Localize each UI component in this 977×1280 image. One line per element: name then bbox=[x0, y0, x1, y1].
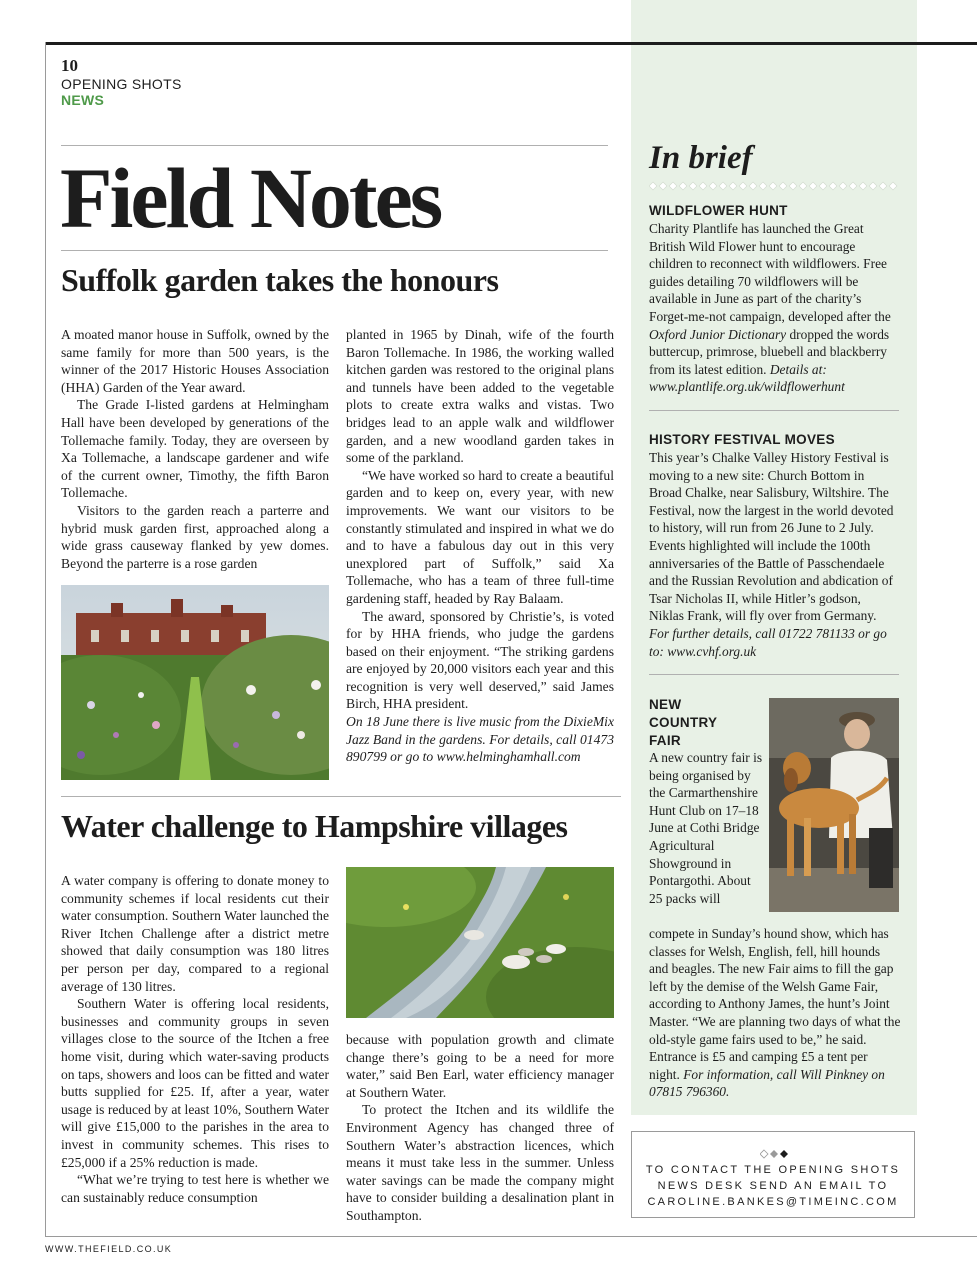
brief-link-details: For further details, call 01722 781133 or go to: www.cvhf.org.uk bbox=[649, 625, 887, 659]
contact-line: TO CONTACT THE OPENING SHOTS bbox=[645, 1164, 901, 1176]
article-paragraph: To protect the Itchen and its wildlife the Environment Agency has changed three of Southern Water’s abstraction licences, which means it must take less in the summer. Unless water savings can be made the company might have to consider building a desalination plant in Southampton. bbox=[346, 1102, 614, 1223]
in-brief-title: In brief bbox=[649, 140, 753, 176]
diamond-ornament-icon bbox=[649, 178, 899, 188]
helmingham-hall-garden-photo bbox=[61, 585, 329, 780]
contact-box bbox=[631, 1131, 915, 1218]
section-label: OPENING SHOTS bbox=[61, 76, 182, 92]
hound-show-photo bbox=[769, 698, 899, 912]
brief-heading-line: COUNTRY bbox=[649, 715, 718, 730]
article-paragraph: Visitors to the garden reach a parterre and hybrid musk garden first, approached along a wide grass causeway flanked by yew domes. Beyond the parterre is a rose garden bbox=[61, 502, 329, 571]
article-paragraph: because with population growth and climate change there’s going to be a need for more water,” said Ben Earl, water efficiency manager at Southern Water. bbox=[346, 1032, 614, 1100]
article-event-details: On 18 June there is live music from the DixieMix Jazz Band in the gardens. For details, call 01473 890799 or go to www.helminghamhall.com bbox=[346, 714, 614, 765]
article-column bbox=[61, 872, 329, 1206]
article-column bbox=[61, 326, 329, 572]
top-rule bbox=[45, 42, 977, 45]
brief-body bbox=[649, 449, 899, 660]
brief-link-details: Details at: www.plantlife.org.uk/wildflowerhunt bbox=[649, 361, 845, 395]
contact-text bbox=[632, 1162, 914, 1210]
article-column bbox=[346, 326, 614, 766]
section-sublabel: NEWS bbox=[61, 92, 105, 108]
article-headline: Suffolk garden takes the honours bbox=[61, 262, 499, 298]
brief-heading-line: FAIR bbox=[649, 733, 681, 748]
brief-heading bbox=[649, 696, 717, 750]
article-paragraph: A moated manor house in Suffolk, owned by the same family for more than 500 years, is the winner of the 2017 Historic Houses Association (HHA) Garden of the Year award. bbox=[61, 327, 329, 395]
brief-text: compete in Sunday’s hound show, which has classes for Welsh, English, fell, hill hounds and beagles. The new Fair aims to fill the gap left by the demise of the Welsh Game Fair, according to Anthony James, the hunt’s Joint Master. “We are planning two days of what the old-style game fairs used to be,” he said. Entrance is £5 and camping £5 a tent per night. bbox=[649, 926, 901, 1082]
article-paragraph: “What we’re trying to test here is whether we can sustainably reduce consumption bbox=[61, 1172, 329, 1205]
brief-body-narrow: A new country fair is being organised by the Carmarthenshire Hunt Club on 17–18 June at Cothi Bridge Agricultural Showground in Pontargothi. About 25 packs will bbox=[649, 750, 763, 906]
page-number: 10 bbox=[61, 56, 78, 75]
masthead-rule-bottom bbox=[61, 250, 608, 251]
river-itchen-swans-photo bbox=[346, 867, 614, 1018]
article-headline: Water challenge to Hampshire villages bbox=[61, 808, 568, 844]
article-paragraph: The Grade I-listed gardens at Helmingham Hall have been developed by generations of the Tollemache family. Today, they are overseen by Xa Tollemache, a landscape gardener and wife of the current owner, Timothy, the fifth Baron Tollemache. bbox=[61, 397, 329, 501]
diamond-ornament-icon bbox=[760, 1149, 788, 1159]
brief-heading: HISTORY FESTIVAL MOVES bbox=[649, 432, 835, 447]
brief-divider bbox=[649, 410, 899, 411]
contact-line: NEWS DESK SEND AN EMAIL TO bbox=[657, 1180, 889, 1192]
article-paragraph: “We have worked so hard to create a beautiful garden and to keep on, every year, with new improvements. We want our visitors to be constantly stimulated and inspired in what we do and to have a fabulous day out in this very unexplored part of Suffolk,” said Xa Tollemache, who has a team of three full-time gardening staff, headed by Ray Balaam. bbox=[346, 467, 614, 606]
brief-body bbox=[649, 220, 899, 396]
article-column bbox=[346, 1031, 614, 1225]
brief-divider bbox=[649, 674, 899, 675]
article-paragraph: planted in 1965 by Dinah, wife of the fourth Baron Tollemache. In 1986, the working walled kitchen garden was restored to the original plans and tunnels have been added to the vegetable plots to create extra walks and vistas. Two bridges lead to an apple walk and wildflower garden, and a new woodland garden takes in some of the parkland. bbox=[346, 327, 614, 466]
brief-body bbox=[649, 925, 901, 1101]
brief-text: Charity Plantlife has launched the Great British Wild Flower hunt to encourage children to reconnect with wildflowers. Free guides detailing 70 wildflowers will be available in June as part of the charity’s Forget-me-not campaign, developed after the bbox=[649, 221, 891, 324]
contact-email[interactable]: CAROLINE.BANKES@TIMEINC.COM bbox=[647, 1196, 899, 1208]
brief-text-italic: Oxford Junior Dictionary bbox=[649, 326, 787, 342]
brief-text: dropped the words buttercup, primrose, bluebell and blackberry from its latest edition. bbox=[649, 326, 890, 377]
left-margin-rule bbox=[45, 42, 46, 1237]
article-divider bbox=[61, 796, 621, 797]
brief-heading: WILDFLOWER HUNT bbox=[649, 203, 788, 218]
article-paragraph: Southern Water is offering local residents, businesses and community groups in seven villages close to the source of the Itchen a free home visit, during which water-saving products on taps, showers and loos can be fitted and water butts supplied for £25. If, after a year, water usage is reduced by at least 10%, Southern Water will give £15,000 to the parishes in the area to invest in community schemes. This rises to £25,000 if a 25% reduction is made. bbox=[61, 996, 329, 1170]
brief-heading-line: NEW bbox=[649, 697, 682, 712]
bottom-rule bbox=[45, 1236, 977, 1237]
brief-text: This year’s Chalke Valley History Festival is moving to a new site: Church Bottom in Broad Chalke, near Salisbury, Wiltshire. The Festival, now the largest in the world devoted to history, will run from 26 June to 2 July. Events highlighted will include the 100th anniversaries of the Battle of Passchendaele and the Russian Revolution and abdication of Tsar Nicholas II, while Hitler’s godson, Niklas Frank, will fly over from Germany. bbox=[649, 450, 894, 624]
brief-link-details: For information, call Will Pinkney on 07815 796360. bbox=[649, 1066, 885, 1100]
footer-website[interactable]: WWW.THEFIELD.CO.UK bbox=[45, 1244, 173, 1254]
article-paragraph: The award, sponsored by Christie’s, is voted for by HHA friends, who judge the gardens based on their enjoyment. “The striking gardens are enjoyed by 20,000 visitors each year and this recognition is very well deserved,” said James Birch, HHA president. bbox=[346, 608, 614, 712]
article-paragraph: A water company is offering to donate money to community schemes if local residents cut their water consumption. Southern Water launched the River Itchen Challenge after a district metre showed that daily consumption was 180 litres per person per day, compared to a regional average of 130 litres. bbox=[61, 873, 329, 994]
masthead-title: Field Notes bbox=[60, 150, 441, 246]
